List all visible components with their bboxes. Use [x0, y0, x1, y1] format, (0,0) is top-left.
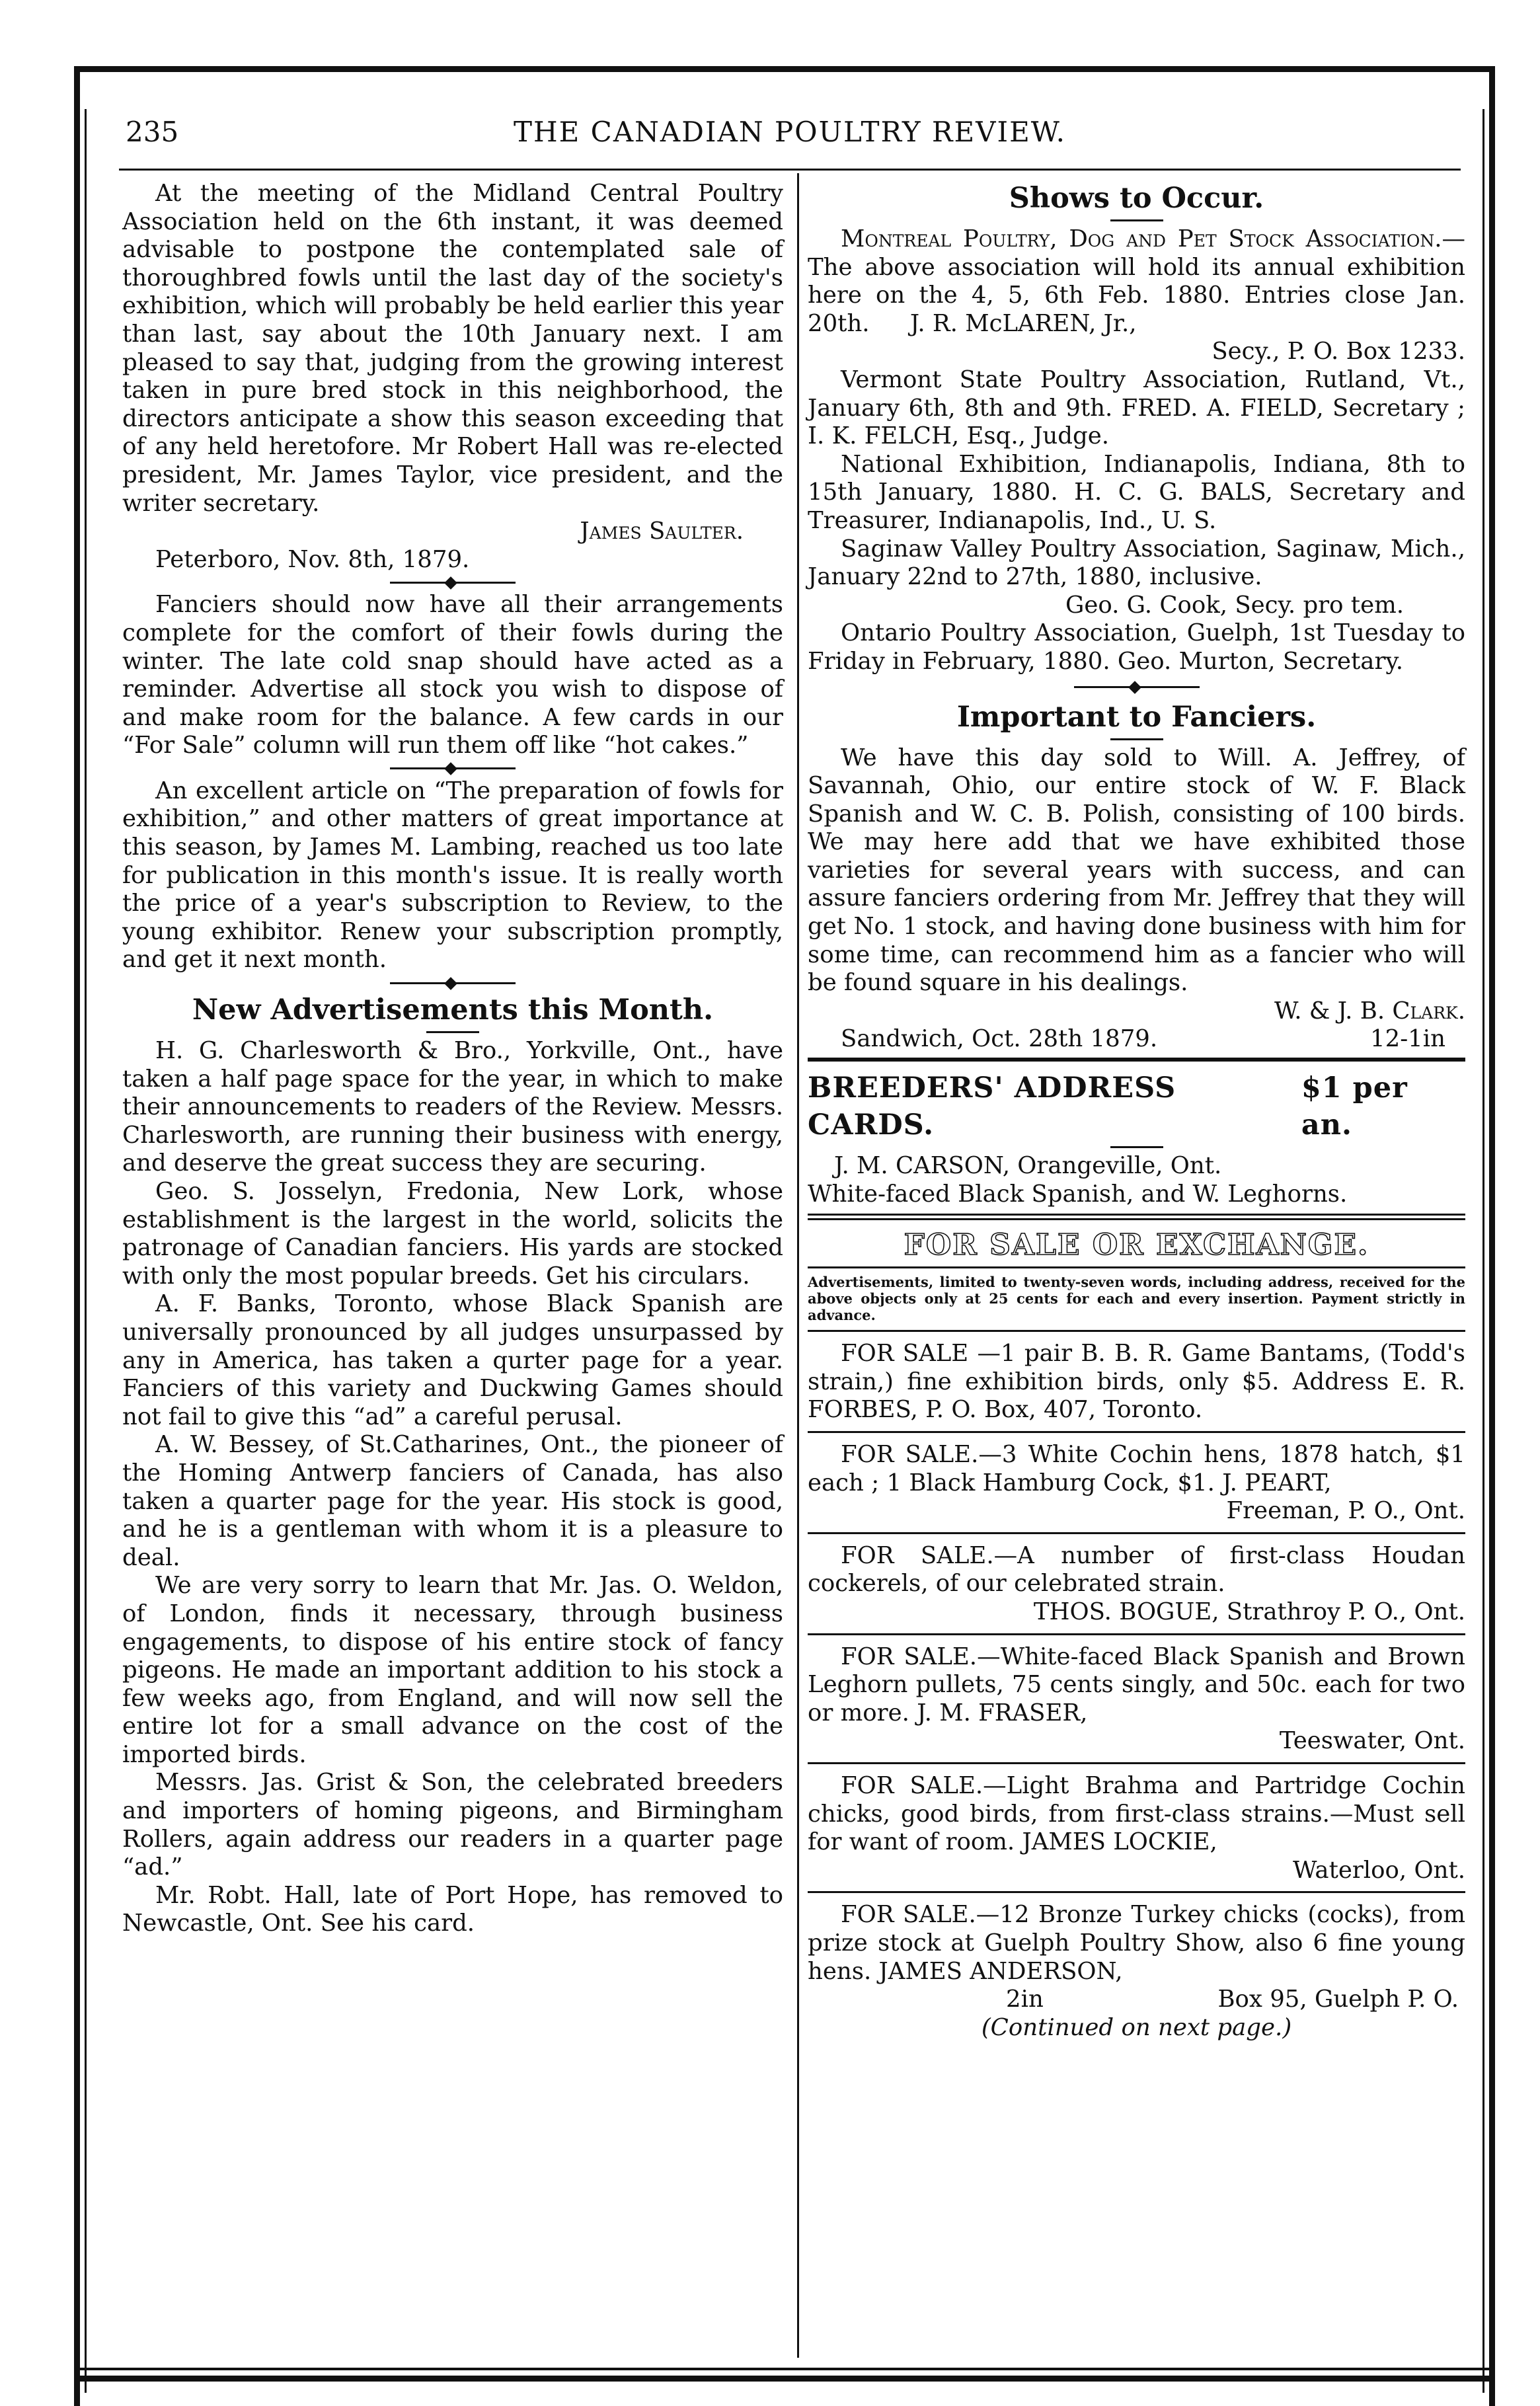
heading-rule — [1110, 1146, 1163, 1148]
new-ads-heading: New Advertisements this Month. — [192, 993, 714, 1027]
for-sale-ad: FOR SALE.—White-faced Black Spanish and Brown Leghorn pullets, 75 cents singly, and 50c. each for two or more. J. M. FRASER, — [808, 1643, 1465, 1727]
new-ad-paragraph: Messrs. Jas. Grist & Son, the celebrated breeders and importers of homing pigeons, and Birmingham Rollers, again address our readers in a quarter page “ad.” — [122, 1769, 783, 1881]
right-column — [808, 180, 1465, 2042]
show-montreal-address: Secy., P. O. Box 1233. — [1212, 338, 1465, 366]
midland-signature: James Saulter. — [580, 518, 744, 545]
for-sale-ad-signature: THOS. BOGUE, Strathroy P. O., Ont. — [1033, 1598, 1465, 1625]
breeder-card-text: White-faced Black Spanish, and W. Leghorns. — [808, 1180, 1348, 1208]
important-body: We have this day sold to Will. A. Jeffrey, of Savannah, Ohio, our entire stock of W. F. Black Spanish and W. C. B. Polish, consisting of 100 birds. We may here add that we have exhibited those varieties for several years with success, and can assure fanciers ordering from Mr. Jeffrey that they will get No. 1 stock, and having done business with him for some time, can recommend him as a fancier who will be found square in his dealings. — [808, 744, 1465, 997]
show-ontario: Ontario Poultry Association, Guelph, 1st Tuesday to Friday in February, 1880. Geo. Murton, Secretary. — [808, 619, 1465, 675]
ad-rule — [808, 1891, 1465, 1893]
show-montreal-secretary: J. R. McLAREN, Jr., — [909, 309, 1137, 337]
show-montreal-name: Montreal Poultry, Dog and Pet Stock Association. — [841, 225, 1442, 252]
important-place-date: Sandwich, Oct. 28th 1879. — [841, 1025, 1158, 1053]
page-header — [119, 112, 1461, 159]
for-sale-ad-signature: Teeswater, Ont. — [1279, 1727, 1465, 1755]
running-title: THE CANADIAN POULTRY REVIEW. — [514, 116, 1066, 148]
important-signature: W. & J. B. Clark. — [1274, 997, 1465, 1025]
breeder-card-name: J. M. CARSON, Orangeville, Ont. — [834, 1152, 1222, 1180]
show-montreal — [808, 225, 1465, 338]
bottom-rule — [74, 2368, 1495, 2370]
for-sale-ad: FOR SALE.—Light Brahma and Partridge Cochin chicks, good birds, from first-class strains.—Must sell for want of room. JAMES LOCKIE, — [808, 1771, 1465, 1856]
heading-rule — [1110, 219, 1163, 221]
breeders-price: $1 per an. — [1301, 1071, 1408, 1142]
show-montreal-text: —The above association will hold its annual exhibition here on the 4, 5, 6th Feb. 1880. Entries close Jan. 20th. — [808, 225, 1465, 337]
article-note: An excellent article on “The preparation of fowls for exhibition,” and other matters of great importance at this season, by James M. Lambing, reached us too late for publication in this month's issue. It is really worth the price of a year's subscription to Review, to the young exhibitor. Renew your subscription promptly, and get it next month. — [122, 777, 783, 974]
section-rule — [808, 1214, 1465, 1220]
for-sale-terms: Advertisements, limited to twenty-seven words, including address, received for the above objects only at 25 cents for each and every insertion. Payment strictly in advance. — [808, 1274, 1465, 1324]
ad-rule — [808, 1431, 1465, 1433]
header-rule — [119, 169, 1461, 171]
new-ad-paragraph: We are very sorry to learn that Mr. Jas. O. Weldon, of London, finds it necessary, through business engagements, to dispose of his entire stock of fancy pigeons. He made an important addition to his stock a few weeks ago, from England, and will now sell the entire lot for a small advance on the cost of the imported birds. — [122, 1572, 783, 1768]
fanciers-note: Fanciers should now have all their arrangements complete for the comfort of their fowls during the winter. The late cold snap should have acted as a reminder. Advertise all stock you wish to dispose of and make room for the balance. A few cards in our “For Sale” column will run them off like “hot cakes.” — [122, 591, 783, 759]
heading-rule — [426, 1031, 479, 1033]
important-heading: Important to Fanciers. — [956, 700, 1317, 734]
for-sale-ad: FOR SALE.—3 White Cochin hens, 1878 hatch, $1 each ; 1 Black Hamburg Cock, $1. J. PEART, — [808, 1441, 1465, 1496]
breeders-heading — [808, 1069, 1465, 1144]
heading-rule — [808, 1266, 1465, 1268]
show-national: National Exhibition, Indianapolis, Indiana, 8th to 15th January, 1880. H. C. G. BALS, Secretary and Treasurer, Indianapolis, Ind., U. S. — [808, 450, 1465, 534]
ad-rule — [808, 1633, 1465, 1635]
breeders-title: BREEDERS' ADDRESS CARDS. — [808, 1071, 1176, 1142]
new-ad-paragraph: Geo. S. Josselyn, Fredonia, New Lork, whose establishment is the largest in the world, solicits the patronage of Canadian fanciers. His yards are stocked with only the most popular breeds. Get his circulars. — [122, 1178, 783, 1290]
new-ad-paragraph: A. F. Banks, Toronto, whose Black Spanish are universally pronounced by all judges unsurpassed by any in America, has taken a qurter page for a year. Fanciers of this variety and Duckwing Games should not fail to give this “ad” a careful perusal. — [122, 1290, 783, 1430]
continued-note: (Continued on next page.) — [981, 2013, 1292, 2041]
midland-paragraph: At the meeting of the Midland Central Poultry Association held on the 6th instant, it was deemed advisable to postpone the contemplated sale of thoroughbred fowls until the last day of the society's exhibition, which will probably be held earlier this year than last, say about the 10th January next. I am pleased to say that, judging from the growing interest taken in pure bred stock in this neighborhood, the directors anticipate a show this season exceeding that of any held heretofore. Mr Robert Hall was re-elected president, Mr. James Taylor, vice president, and the writer secretary. — [122, 180, 783, 517]
for-sale-ad: FOR SALE —1 pair B. B. R. Game Bantams, (Todd's strain,) fine exhibition birds, only $5. Address E. R. FORBES, P. O. Box, 407, Toronto. — [808, 1340, 1465, 1424]
for-sale-last-ad-footer — [808, 1986, 1465, 2014]
separator-ornament — [122, 574, 783, 591]
ad-rule — [808, 1762, 1465, 1764]
midland-place-date: Peterboro, Nov. 8th, 1879. — [155, 545, 470, 573]
show-saginaw-secretary: Geo. G. Cook, Secy. pro tem. — [1065, 591, 1405, 619]
shows-heading: Shows to Occur. — [1009, 182, 1264, 215]
for-sale-last-ad-code: 2in — [1006, 1986, 1044, 2013]
show-vermont: Vermont State Poultry Association, Rutland, Vt., January 6th, 8th and 9th. FRED. A. FIELD, Secretary ; I. K. FELCH, Esq., Judge. — [808, 366, 1465, 450]
for-sale-ad: FOR SALE.—12 Bronze Turkey chicks (cocks), from prize stock at Guelph Poultry Show, also 6 fine young hens. JAMES ANDERSON, — [808, 1901, 1465, 1985]
left-column — [122, 180, 783, 1938]
new-ad-paragraph: A. W. Bessey, of St.Catharines, Ont., the pioneer of the Homing Antwerp fanciers of Canada, has also taken a quarter page for the year. His stock is good, and he is a gentleman with whom it is a pleasure to deal. — [122, 1431, 783, 1571]
for-sale-ad-signature: Waterloo, Ont. — [1293, 1856, 1465, 1884]
new-ad-paragraph: Mr. Robt. Hall, late of Port Hope, has removed to Newcastle, Ont. See his card. — [122, 1881, 783, 1937]
bottom-rule-heavy — [74, 2376, 1495, 2382]
for-sale-ad: FOR SALE.—A number of first-class Houdan cockerels, of our celebrated strain. — [808, 1541, 1465, 1598]
new-ad-paragraph: H. G. Charlesworth & Bro., Yorkville, Ont., have taken a half page space for the year, in which to make their announcements to readers of the Review. Messrs. Charlesworth, are running their business with energy, and deserve the great success they are securing. — [122, 1037, 783, 1177]
section-rule — [808, 1058, 1465, 1062]
ad-rule — [808, 1532, 1465, 1534]
show-saginaw: Saginaw Valley Poultry Association, Saginaw, Mich., January 22nd to 27th, 1880, inclusive. — [808, 535, 1465, 591]
separator-ornament — [808, 676, 1465, 699]
for-sale-heading: FOR SALE OR EXCHANGE. — [904, 1228, 1369, 1262]
important-footer — [808, 1025, 1465, 1054]
ad-rule — [808, 1330, 1465, 1332]
page-number: 235 — [126, 116, 179, 148]
important-ad-code: 12-1in — [1370, 1025, 1445, 1053]
separator-ornament — [122, 760, 783, 777]
for-sale-ad-signature: Freeman, P. O., Ont. — [1226, 1497, 1465, 1525]
separator-ornament — [122, 974, 783, 991]
for-sale-last-ad-address: Box 95, Guelph P. O. — [1217, 1986, 1459, 2013]
heading-rule — [1110, 738, 1163, 740]
column-divider — [797, 173, 799, 2358]
